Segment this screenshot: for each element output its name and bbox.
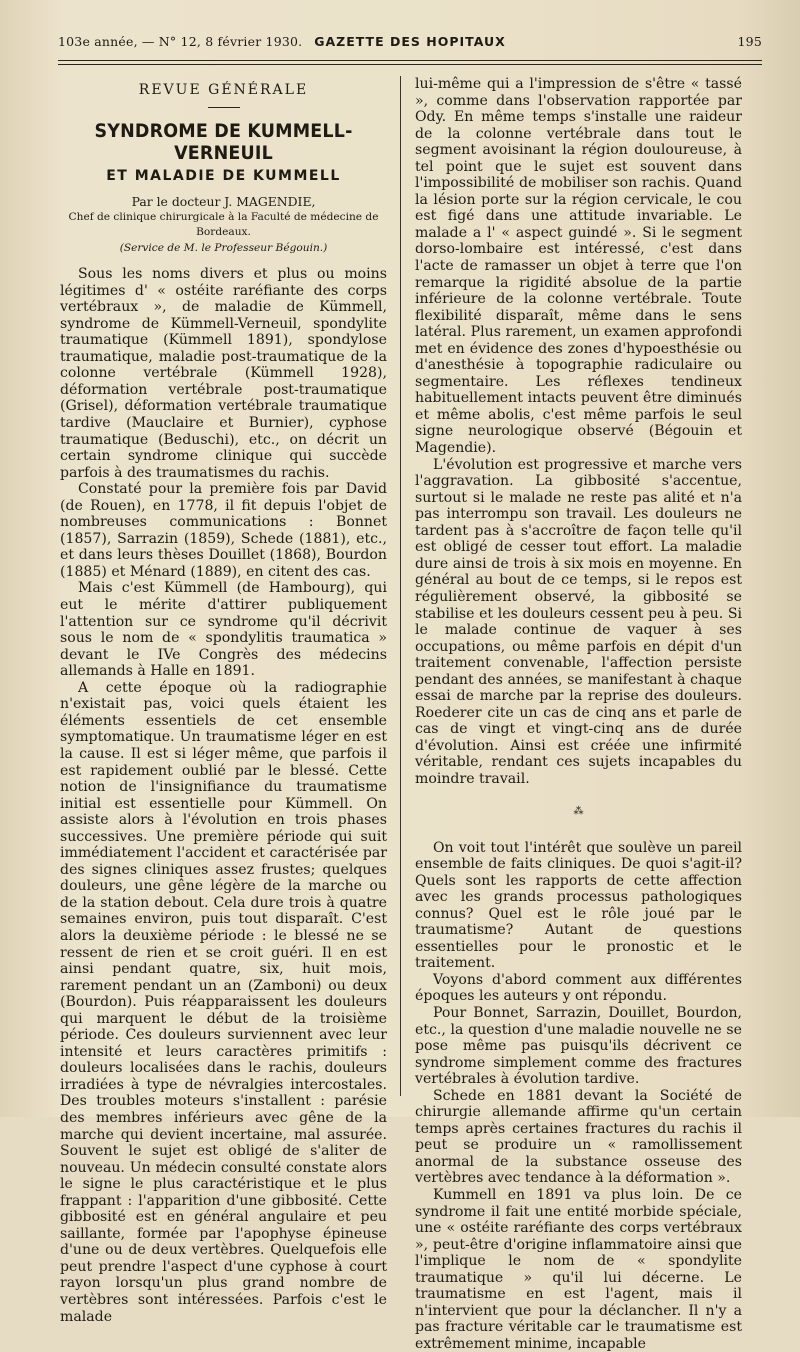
paragraph: L'évolution est progressive et marche vers l'aggravation. La gibbosité s'accentue, surtout si le malade ne reste pas alité et n'a pas interrompu son travail. Les douleurs ne tardent pas à s'accroître de façon telle qu'il est obligé de cesser tout effort. La maladie dure ainsi de trois à six mois en moyenne. En général au bout de ce temps, si le repos est régulièrement observé, la gibbosité se stabilise et les douleurs cessent peu à peu. Si le malade continue de vaquer à ses occupations, ou même parfois en dépit d'un traitement convenable, l'affection persiste pendant des années, se manifestant à chaque essai de marche par la reprise des douleurs. Roederer cite un cas de cinq ans et parle de cas de vingt et vingt-cinq ans de durée d'évolution. Ainsi est créée une infirmité véritable, rendant ces sujets incapables du moindre travail. <box>415 456 742 787</box>
paragraph: lui-même qui a l'impression de s'être « tassé », comme dans l'observation rapportée par Ody. En même temps s'installe une raideur de la colonne vertébrale dans tout le segment avoisinant la région douloureuse, à tel point que le sujet est souvent dans l'impossibilité de mobiliser son rachis. Quand la lésion porte sur la région cervicale, le cou est figé dans une attitude invariable. Le malade a l' « aspect guindé ». Si le segment dorso-lombaire est intéressé, c'est dans l'acte de ramasser un objet à terre que l'on remarque la rigidité absolue de la partie inférieure de la colonne vertébrale. Toute flexibilité disparaît, même dans le sens latéral. Plus rarement, un examen approfondi met en évidence des zones d'hypoesthésie ou d'anesthésie à topographie radiculaire ou segmentaire. Les réflexes tendineux habituellement intacts peuvent être diminués et même abolis, c'est même parfois le seul signe neurologique observé (Bégouin et Magendie). <box>415 76 742 457</box>
section-kicker: REVUE GÉNÉRALE <box>138 82 309 98</box>
author-service: (Service de M. le Professeur Bégouin.) <box>119 242 328 255</box>
section-asterism: ⁂ <box>573 805 584 817</box>
header-rule <box>58 60 762 61</box>
author-byline: Par le docteur J. MAGENDIE, <box>131 194 316 210</box>
paragraph: Voyons d'abord comment aux différentes époques les auteurs y ont répondu. <box>415 971 742 1005</box>
journal-name: GAZETTE DES HOPITAUX <box>314 34 506 49</box>
paragraph: Pour Bonnet, Sarrazin, Douillet, Bourdon, etc., la question d'une maladie nouvelle ne se pose même pas puisqu'ils décrivent ce syndrome simplement comme des fractures vertébrales à évolution tardive. <box>415 1004 742 1088</box>
author-affiliation: Chef de clinique chirurgicale à la Faculté de médecine de Bordeaux. <box>68 211 379 239</box>
column-divider <box>400 76 401 1096</box>
header-rule-thin <box>58 64 762 65</box>
article-subtitle: ET MALADIE DE KUMMELL <box>106 167 341 184</box>
paragraph: Sous les noms divers et plus ou moins légitimes d' « ostéite raréfiante des corps vertébraux », de maladie de Kümmell, syndrome de Kümmell-Verneuil, spondylite traumatique (Kümmell 1891), spondylose traumatique, maladie post-traumatique de la colonne vertébrale (Kümmell 1928), déformation vertébrale post-traumatique (Grisel), déformation vertébrale traumatique tardive (Mauclaire et Burnier), cyphose traumatique (Beduschi), etc., on décrit un certain syndrome clinique qui succède parfois à des traumatismes du rachis. <box>60 266 387 481</box>
page-number: 195 <box>737 34 762 49</box>
article-title: SYNDROME DE KUMMELL-VERNEUIL <box>94 119 353 164</box>
left-column <box>60 76 387 1325</box>
paragraph: Schede en 1881 devant la Société de chirurgie allemande affirme qu'un certain temps après certaines fractures du rachis il peut se produire un « ramollissement anormal de la substance osseuse des vertèbres avec tendance à la déformation ». <box>415 1087 742 1187</box>
running-header <box>58 34 762 54</box>
paragraph: Kummell en 1891 va plus loin. De ce syndrome il fait une entité morbide spéciale, une « ostéite raréfiante des corps vertébraux », peut-être d'origine inflammatoire ainsi que l'implique le nom de « spondylite traumatique » qu'il lui décerne. Le traumatisme en est l'agent, mais il n'intervient que pour la déclancher. Il n'y a pas fracture véritable car le traumatisme est extrêmement minime, incapable <box>415 1187 742 1352</box>
right-column <box>415 76 742 1352</box>
paragraph: Constaté pour la première fois par David (de Rouen), en 1778, il fit depuis l'objet de nombreuses communications : Bonnet (1857), Sarrazin (1859), Schede (1881), etc., et dans leurs thèses Douillet (1868), Bourdon (1885) et Ménard (1889), en citent des cas. <box>60 481 387 580</box>
kicker-rule <box>208 107 240 108</box>
paragraph: On voit tout l'intérêt que soulève un pareil ensemble de faits cliniques. De quoi s'agit-il? Quels sont les rapports de cette affection avec les grands processus pathologiques connus? Quel est le rôle joué par le traumatisme? Autant de questions essentielles pour le pronostic et le traitement. <box>415 839 742 972</box>
paragraph: Mais c'est Kümmell (de Hambourg), qui eut le mérite d'attirer publiquement l'attention sur ce syndrome qu'il décrivit sous le nom de « spondylitis traumatica » devant le IVe Congrès des médecins allemands à Halle en 1891. <box>60 580 387 680</box>
paragraph: A cette époque où la radiographie n'existait pas, voici quels étaient les éléments essentiels de cet ensemble symptomatique. Un traumatisme léger en est la cause. Il est si léger même, que parfois il est rapidement oublié par le blessé. Cette notion de l'insignifiance du traumatisme initial est essentielle pour Kümmell. On assiste alors à l'évolution en trois phases successives. Une première période qui suit immédiatement l'accident et caractérisée par des signes cliniques assez frustes; quelques douleurs, une gêne légère de la marche ou de la station debout. Cela dure trois à quatre semaines environ, puis tout disparaît. C'est alors la deuxième période : le blessé ne se ressent de rien et se croit guéri. Il en est ainsi pendant quatre, six, huit mois, rarement pendant un an (Zamboni) ou deux (Bourdon). Puis réapparaissent les douleurs qui marquent le début de la troisième période. Ces douleurs surviennent avec leur intensité et leurs caractères primitifs : douleurs localisées dans le rachis, douleurs irradiées à type de névralgies intercostales. Des troubles moteurs s'installent : parésie des membres inférieurs avec gêne de la marche qui devient incertaine, mal assurée. Souvent le sujet est obligé de s'aliter de nouveau. Un médecin consulté constate alors le signe le plus caractéristique et le plus frappant : l'apparition d'une gibbosité. Cette gibbosité est en général angulaire et peu saillante, formée par l'apophyse épineuse d'une ou de deux vertèbres. Quelquefois elle peut prendre l'aspect d'une cyphose à court rayon lorsqu'un plus grand nombre de vertèbres sont intéressées. Parfois c'est le malade <box>60 679 387 1325</box>
issue-info: 103e année, — N° 12, 8 février 1930. <box>58 34 303 49</box>
